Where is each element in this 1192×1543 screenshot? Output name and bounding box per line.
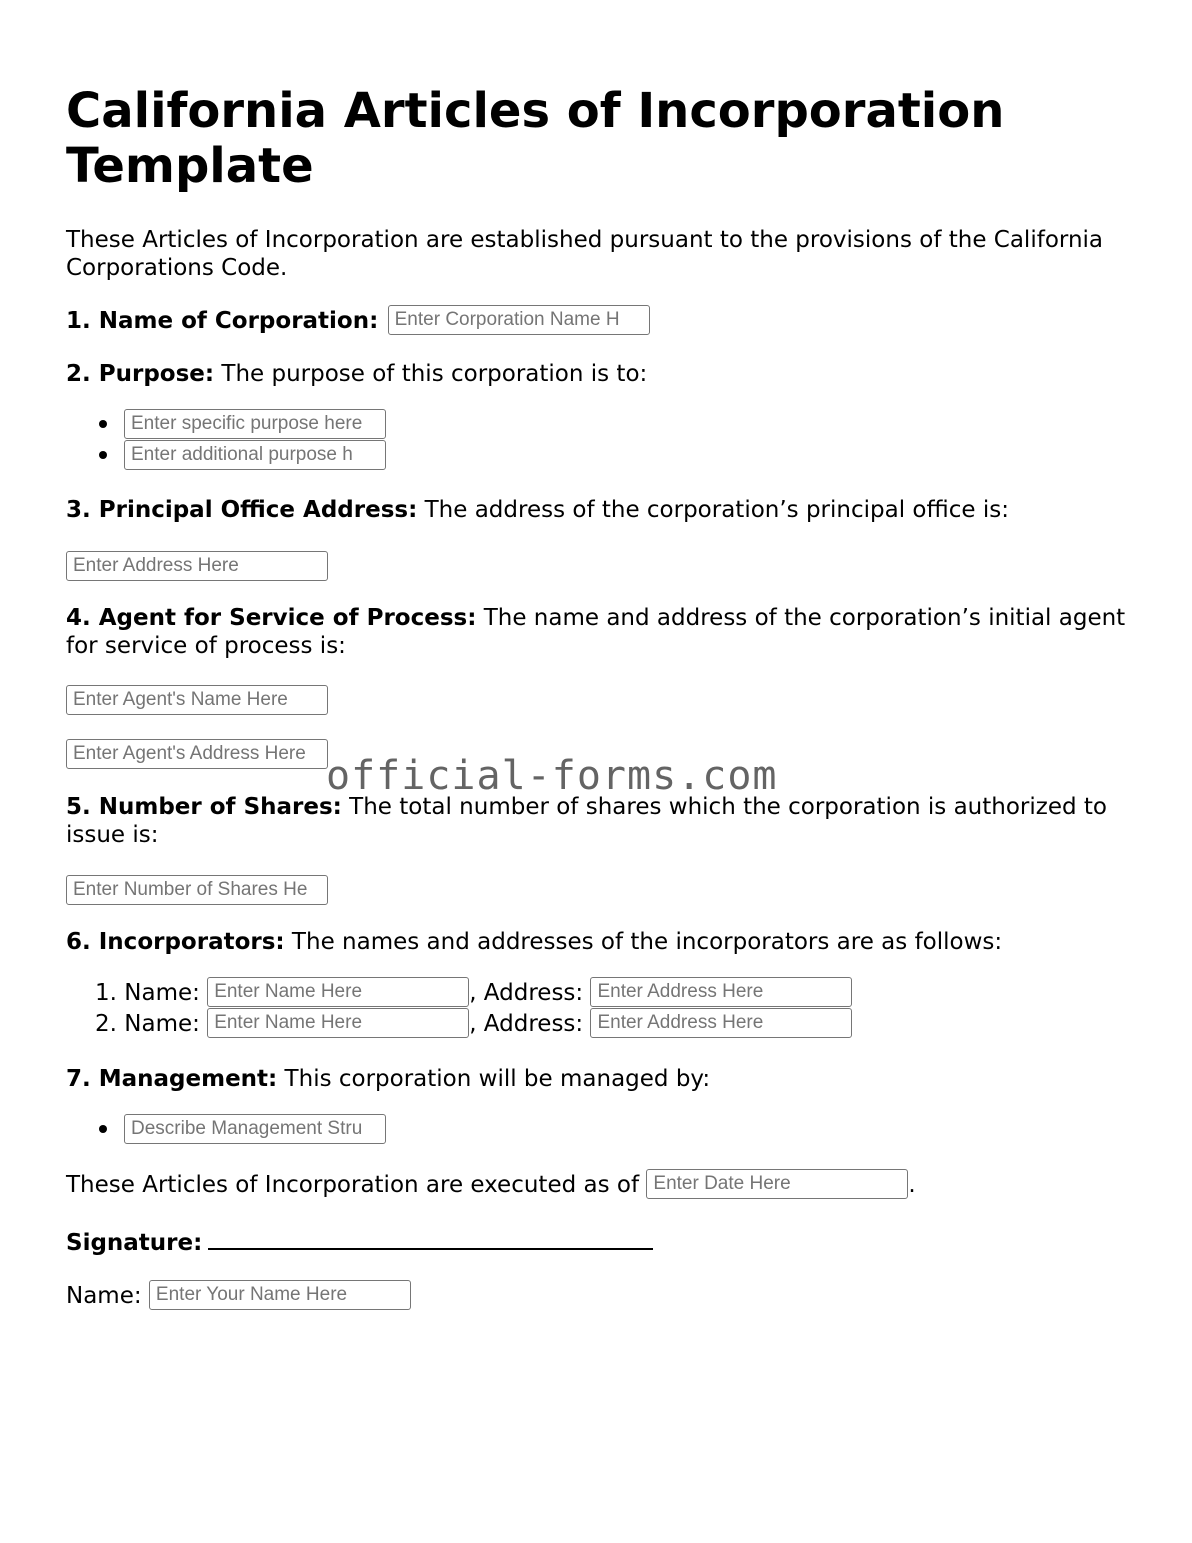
intro-paragraph: These Articles of Incorporation are established pursuant to the provisions of the California Corporations Code. bbox=[66, 227, 1103, 281]
section-3 bbox=[66, 496, 1136, 524]
list-item bbox=[66, 441, 1136, 472]
management-structure-input[interactable]: Describe Management Stru bbox=[124, 1114, 386, 1144]
management-list bbox=[66, 1115, 1136, 1146]
section-4 bbox=[66, 604, 1136, 660]
section-7-label: 7. Management: bbox=[66, 1066, 278, 1092]
list-item bbox=[66, 410, 1136, 441]
page-title: California Articles of Incorporation Template bbox=[66, 83, 1005, 194]
section-2 bbox=[66, 360, 1136, 388]
agent-address-row bbox=[66, 739, 1136, 767]
section-2-text: The purpose of this corporation is to: bbox=[214, 361, 648, 387]
incorporator-name-label: Name: bbox=[124, 1011, 200, 1037]
shares-row bbox=[66, 875, 1136, 903]
execution-statement bbox=[66, 1171, 1136, 1199]
execution-date-input[interactable]: Enter Date Here bbox=[646, 1169, 908, 1199]
incorporator-2-address-input[interactable]: Enter Address Here bbox=[590, 1008, 852, 1038]
incorporator-number: 2. bbox=[95, 1011, 117, 1037]
section-4-label: 4. Agent for Service of Process: bbox=[66, 605, 477, 631]
section-5-label: 5. Number of Shares: bbox=[66, 794, 342, 820]
section-6-label: 6. Incorporators: bbox=[66, 929, 285, 955]
section-4-text: The name and address of the corporation’s initial agent for service of process is: bbox=[66, 605, 1126, 659]
purpose-input-1[interactable]: Enter specific purpose here bbox=[124, 409, 386, 439]
incorporator-name-label: Name: bbox=[124, 980, 200, 1006]
signature-row bbox=[66, 1224, 1136, 1257]
section-1 bbox=[66, 307, 1136, 335]
purpose-list bbox=[66, 410, 1136, 472]
section-2-label: 2. Purpose: bbox=[66, 361, 215, 387]
signer-name-row bbox=[66, 1282, 1136, 1310]
address-row bbox=[66, 551, 1136, 579]
principal-address-input[interactable]: Enter Address Here bbox=[66, 551, 328, 581]
section-7 bbox=[66, 1065, 1136, 1093]
agent-name-input[interactable]: Enter Agent's Name Here bbox=[66, 685, 328, 715]
signer-name-input[interactable]: Enter Your Name Here bbox=[149, 1280, 411, 1310]
section-7-text: This corporation will be managed by: bbox=[277, 1066, 711, 1092]
agent-name-row bbox=[66, 685, 1136, 713]
number-of-shares-input[interactable]: Enter Number of Shares He bbox=[66, 875, 328, 905]
section-5 bbox=[66, 793, 1136, 849]
incorporator-1-name-input[interactable]: Enter Name Here bbox=[207, 977, 469, 1007]
signer-name-label: Name: bbox=[66, 1283, 142, 1309]
incorporator-row bbox=[66, 978, 1136, 1009]
document bbox=[66, 84, 1136, 1310]
incorporator-row bbox=[66, 1009, 1136, 1040]
section-3-label: 3. Principal Office Address: bbox=[66, 497, 418, 523]
incorporator-1-address-input[interactable]: Enter Address Here bbox=[590, 977, 852, 1007]
signature-label: Signature: bbox=[66, 1230, 203, 1256]
incorporator-address-label: , Address: bbox=[469, 980, 584, 1006]
incorporator-2-name-input[interactable]: Enter Name Here bbox=[207, 1008, 469, 1038]
signature-line[interactable] bbox=[208, 1224, 653, 1250]
section-1-label: 1. Name of Corporation: bbox=[66, 308, 379, 334]
section-6-text: The names and addresses of the incorporators are as follows: bbox=[284, 929, 1003, 955]
agent-address-input[interactable]: Enter Agent's Address Here bbox=[66, 739, 328, 769]
watermark: official-forms.com bbox=[326, 753, 778, 799]
section-6 bbox=[66, 928, 1136, 956]
incorporators-list bbox=[66, 978, 1136, 1040]
execution-suffix: . bbox=[908, 1172, 916, 1198]
execution-text: These Articles of Incorporation are executed as of bbox=[66, 1172, 647, 1198]
section-3-text: The address of the corporation’s principal office is: bbox=[417, 497, 1009, 523]
section-5-text: The total number of shares which the corporation is authorized to issue is: bbox=[66, 794, 1107, 848]
incorporator-address-label: , Address: bbox=[469, 1011, 584, 1037]
purpose-input-2[interactable]: Enter additional purpose h bbox=[124, 440, 386, 470]
list-item bbox=[66, 1115, 1136, 1146]
corporation-name-input[interactable]: Enter Corporation Name H bbox=[388, 305, 650, 335]
incorporator-number: 1. bbox=[95, 980, 117, 1006]
